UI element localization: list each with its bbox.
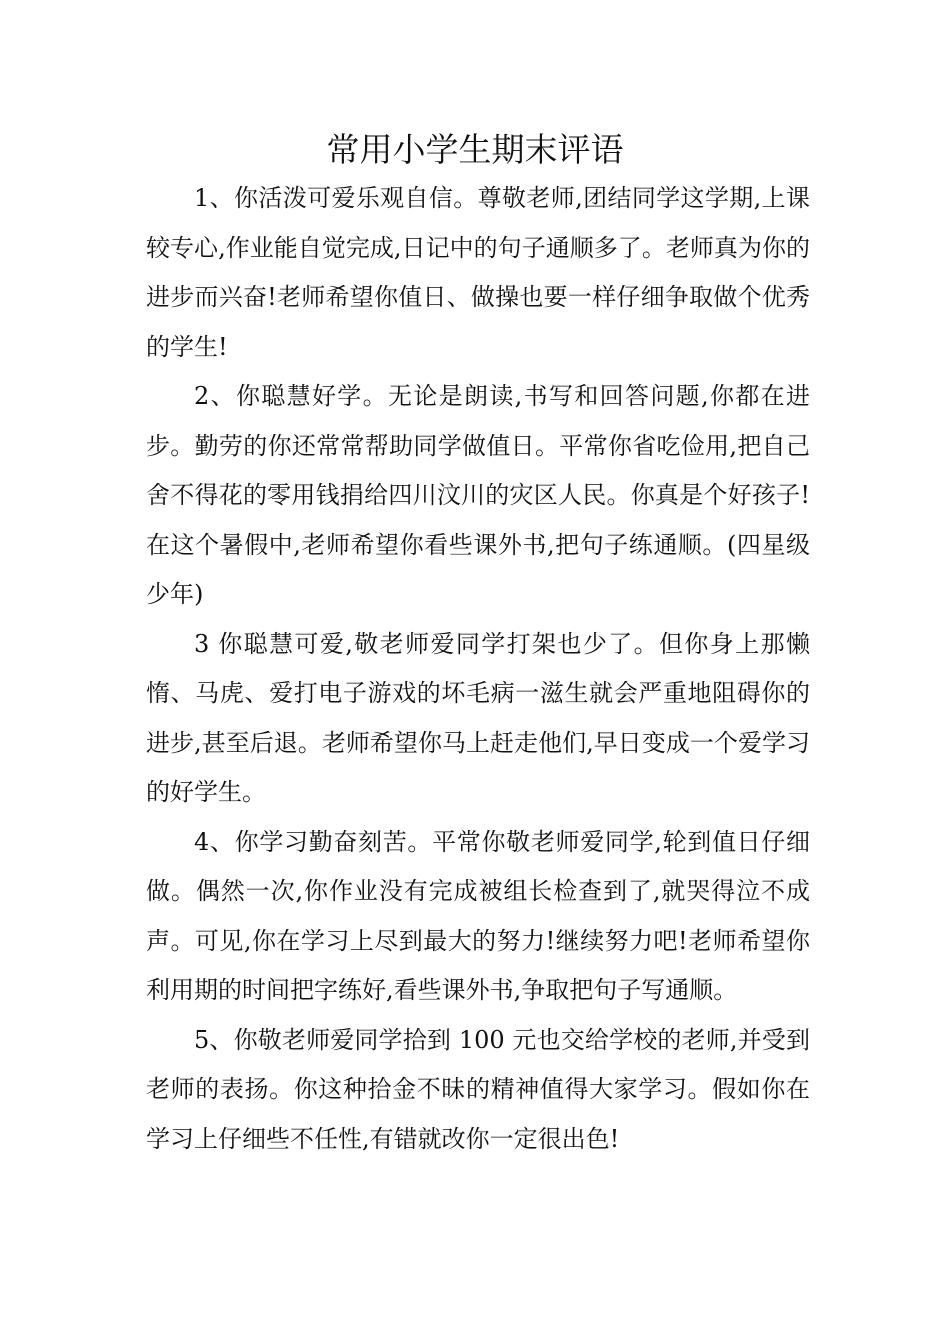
comment-paragraph-4: 4、你学习勤奋刻苦。平常你敬老师爱同学,轮到值日仔细做。偶然一次,你作业没有完成被组长检查到了,就哭得泣不成声。可见,你在学习上尽到最大的努力!继续努力吧!老师希望你利用期的时间把字练好,看些课外书,争取把句子写通顺。 [146, 827, 810, 1004]
comment-paragraph-3: 3 你聪慧可爱,敬老师爱同学打架也少了。但你身上那懒惰、马虎、爱打电子游戏的坏毛病一滋生就会严重地阻碍你的进步,甚至后退。老师希望你马上赶走他们,早日变成一个爱学习的好学生。 [146, 629, 810, 806]
document-title: 常用小学生期末评语 [326, 130, 624, 169]
comment-paragraph-1: 1、你活泼可爱乐观自信。尊敬老师,团结同学这学期,上课较专心,作业能自觉完成,日记中的句子通顺多了。老师真为你的进步而兴奋!老师希望你值日、做操也要一样仔细争取做个优秀的学生! [146, 184, 810, 361]
comment-paragraph-2: 2、你聪慧好学。无论是朗读,书写和回答问题,你都在进步。勤劳的你还常常帮助同学做值日。平常你省吃俭用,把自己舍不得花的零用钱捐给四川汶川的灾区人民。你真是个好孩子!在这个暑假中,老师希望你看些课外书,把句子练通顺。(四星级少年) [146, 382, 810, 608]
document-body [146, 174, 810, 1164]
comment-paragraph-5: 5、你敬老师爱同学拾到 100 元也交给学校的老师,并受到老师的表扬。你这种拾金不昧的精神值得大家学习。假如你在学习上仔细些不任性,有错就改你一定很出色! [146, 1025, 810, 1153]
